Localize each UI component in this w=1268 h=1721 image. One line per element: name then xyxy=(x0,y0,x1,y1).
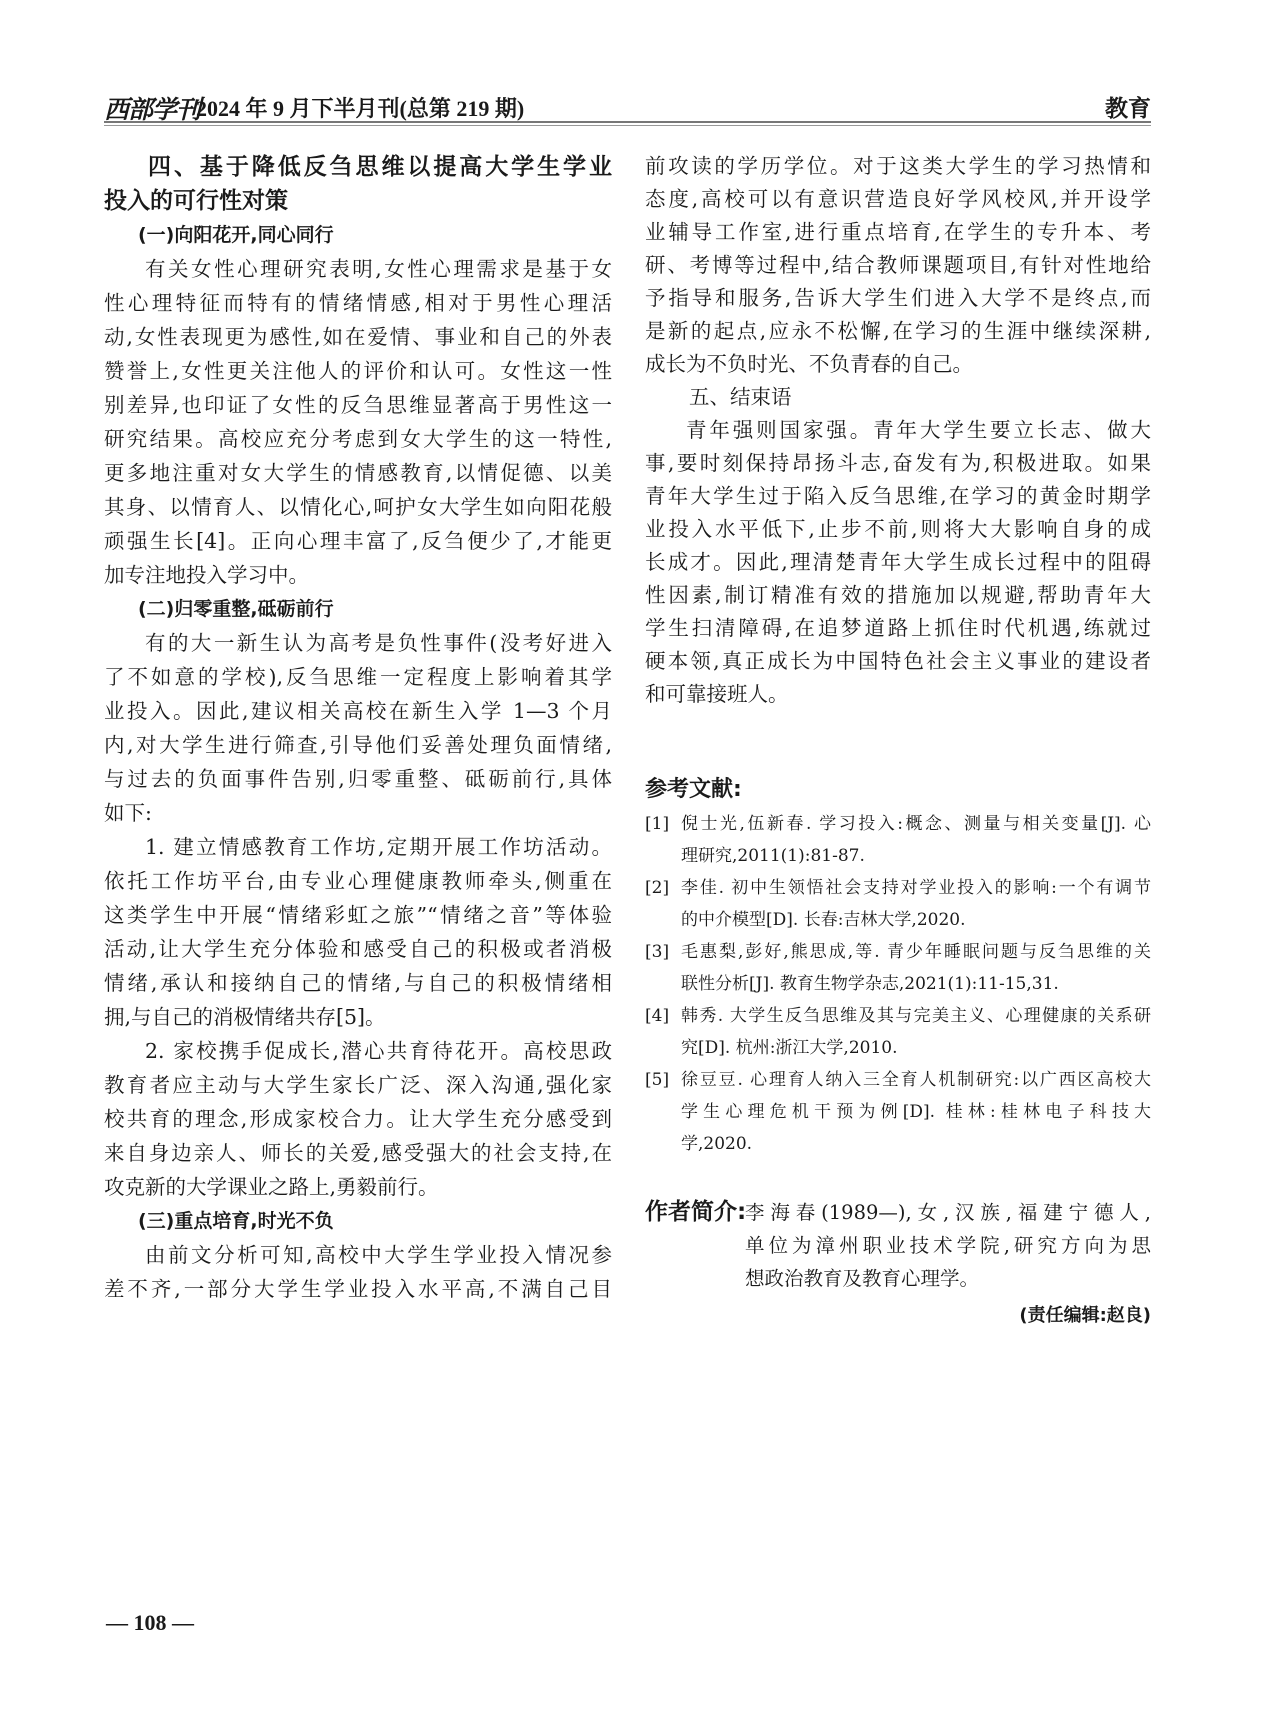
text-line: 教育者应主动与大学生家长广泛、深入沟通,强化家 xyxy=(104,1073,612,1097)
paragraph xyxy=(104,1034,612,1204)
text-line: 2. 家校携手促成长,潜心共育待花开。高校思政 xyxy=(145,1039,612,1063)
text-line: 加专注地投入学习中。 xyxy=(104,563,309,587)
text-line: 四、基于降低反刍思维以提高大学生学业 xyxy=(148,154,612,180)
author-bio-text xyxy=(745,1196,1151,1295)
reference-number: [1] xyxy=(645,814,670,834)
author-bio-label: 作者简介: xyxy=(645,1199,747,1225)
responsible-editor: (责任编辑:赵良) xyxy=(1019,1305,1151,1326)
text-line: 业投入。因此,建议相关高校在新生入学 1—3 个月 xyxy=(104,699,612,723)
text-line: 学生扫清障碍,在追梦道路上抓住时代机遇,练就过 xyxy=(645,616,1151,640)
subsection-heading xyxy=(104,1204,612,1238)
text-line: 有的大一新生认为高考是负性事件(没考好进入 xyxy=(145,631,612,655)
reference-item xyxy=(645,936,1151,1000)
section-name: 教育 xyxy=(1105,96,1151,122)
reference-item xyxy=(645,1000,1151,1064)
reference-text-line: 究[D]. 杭州:浙江大学,2010. xyxy=(681,1038,898,1058)
text-line: 顽强生长[4]。正向心理丰富了,反刍便少了,才能更 xyxy=(104,529,612,553)
section-heading xyxy=(645,381,1151,414)
reference-text-line: 倪士光,伍新春. 学习投入:概念、测量与相关变量[J]. 心 xyxy=(681,814,1151,834)
reference-text-line: 的中介模型[D]. 长春:吉林大学,2020. xyxy=(681,910,966,930)
author-bio-line: 想政治教育及教育心理学。 xyxy=(745,1267,980,1290)
text-line: 态度,高校可以有意识营造良好学风校风,并开设学 xyxy=(645,187,1151,211)
reference-text-line: 毛惠梨,彭好,熊思成,等. 青少年睡眠问题与反刍思维的关 xyxy=(681,942,1151,962)
text-line: 内,对大学生进行筛查,引导他们妥善处理负面情绪, xyxy=(104,733,612,757)
text-line: 业辅导工作室,进行重点培育,在学生的专升本、考 xyxy=(645,220,1151,244)
text-line: 其身、以情育人、以情化心,呵护女大学生如向阳花般 xyxy=(104,495,612,519)
text-line: 拥,与自己的消极情绪共存[5]。 xyxy=(104,1005,386,1029)
section-heading xyxy=(104,150,612,218)
reference-text-line: 联性分析[J]. 教育生物学杂志,2021(1):11-15,31. xyxy=(681,974,1059,994)
text-line: 是新的起点,应永不松懈,在学习的生涯中继续深耕, xyxy=(645,319,1151,343)
paragraph xyxy=(104,830,612,1034)
text-line: 事,要时刻保持昂扬斗志,奋发有为,积极进取。如果 xyxy=(645,451,1151,475)
reference-text-line: 学,2020. xyxy=(681,1134,753,1154)
reference-number: [4] xyxy=(645,1006,670,1026)
text-line: 这类学生中开展“情绪彩虹之旅”“情绪之音”等体验 xyxy=(104,903,612,927)
author-bio xyxy=(645,1196,1151,1295)
reference-item xyxy=(645,1064,1151,1160)
issue-info: 2024 年 9 月下半月刊(总第 219 期) xyxy=(196,96,525,121)
text-line: 长成才。因此,理清楚青年大学生成长过程中的阻碍 xyxy=(645,550,1151,574)
author-bio-line: 李海春(1989—),女,汉族,福建宁德人, xyxy=(745,1201,1151,1224)
paragraph xyxy=(104,1238,612,1306)
text-line: 活动,让大学生充分体验和感受自己的积极或者消极 xyxy=(104,937,612,961)
text-line: 赞誉上,女性更关注他人的评价和认可。女性这一性 xyxy=(104,359,612,383)
text-line: 研究结果。高校应充分考虑到女大学生的这一特性, xyxy=(104,427,612,451)
text-line: 与过去的负面事件告别,归零重整、砥砺前行,具体 xyxy=(104,767,612,791)
text-line: 情绪,承认和接纳自己的情绪,与自己的积极情绪相 xyxy=(104,971,612,995)
text-line: 性因素,制订精准有效的措施加以规避,帮助青年大 xyxy=(645,583,1151,607)
text-line: 予指导和服务,告诉大学生们进入大学不是终点,而 xyxy=(645,286,1151,310)
reference-number: [3] xyxy=(645,942,670,962)
author-bio-line: 单位为漳州职业技术学院,研究方向为思 xyxy=(745,1234,1151,1257)
text-line: (一)向阳花开,同心同行 xyxy=(138,224,334,246)
text-line: (二)归零重整,砥砺前行 xyxy=(138,598,334,620)
reference-item xyxy=(645,808,1151,872)
text-line: 有关女性心理研究表明,女性心理需求是基于女 xyxy=(145,257,612,281)
text-line: 研、考博等过程中,结合教师课题项目,有针对性地给 xyxy=(645,253,1151,277)
paragraph xyxy=(104,252,612,592)
reference-text-line: 徐豆豆. 心理育人纳入三全育人机制研究:以广西区高校大 xyxy=(681,1070,1151,1090)
text-line: 动,女性表现更为感性,如在爱情、事业和自己的外表 xyxy=(104,325,612,349)
text-line: 了不如意的学校),反刍思维一定程度上影响着其学 xyxy=(104,665,612,689)
reference-text-line: 学生心理危机干预为例[D]. 桂林:桂林电子科技大 xyxy=(681,1102,1151,1122)
subsection-heading xyxy=(104,218,612,252)
paragraph-continued xyxy=(645,150,1151,381)
page-number: — 108 — xyxy=(106,1610,194,1635)
text-line: 来自身边亲人、师长的关爱,感受强大的社会支持,在 xyxy=(104,1141,612,1165)
text-line: 投入的可行性对策 xyxy=(104,188,288,214)
text-line: 硬本领,真正成长为中国特色社会主义事业的建设者 xyxy=(645,649,1151,673)
header-rule xyxy=(104,121,1151,126)
text-line: (三)重点培育,时光不负 xyxy=(138,1210,334,1232)
text-line: 成长为不负时光、不负青春的自己。 xyxy=(645,352,973,376)
text-line: 如下: xyxy=(104,801,152,825)
text-line: 别差异,也印证了女性的反刍思维显著高于男性这一 xyxy=(104,393,612,417)
subsection-heading xyxy=(104,592,612,626)
reference-item xyxy=(645,872,1151,936)
text-line: 前攻读的学历学位。对于这类大学生的学习热情和 xyxy=(645,154,1151,178)
reference-text-line: 韩秀. 大学生反刍思维及其与完美主义、心理健康的关系研 xyxy=(681,1006,1151,1026)
paragraph xyxy=(645,414,1151,711)
reference-number: [2] xyxy=(645,878,670,898)
text-line: 由前文分析可知,高校中大学生学业投入情况参 xyxy=(145,1243,612,1267)
text-line: 差不齐,一部分大学生学业投入水平高,不满自己目 xyxy=(104,1277,612,1301)
text-line: 青年大学生过于陷入反刍思维,在学习的黄金时期学 xyxy=(645,484,1151,508)
text-line: 青年强则国家强。青年大学生要立长志、做大 xyxy=(686,418,1151,442)
paragraph xyxy=(104,626,612,830)
reference-number: [5] xyxy=(645,1070,670,1090)
references-heading: 参考文献: xyxy=(645,777,742,802)
text-line: 更多地注重对女大学生的情感教育,以情促德、以美 xyxy=(104,461,612,485)
text-line: 依托工作坊平台,由专业心理健康教师牵头,侧重在 xyxy=(104,869,612,893)
text-line: 业投入水平低下,止步不前,则将大大影响自身的成 xyxy=(645,517,1151,541)
references-section xyxy=(645,772,1151,1160)
journal-logo: 西部学刊 xyxy=(104,95,201,124)
right-column xyxy=(645,150,1151,711)
text-line: 1. 建立情感教育工作坊,定期开展工作坊活动。 xyxy=(145,835,612,859)
left-column xyxy=(104,150,612,1306)
text-line: 和可靠接班人。 xyxy=(645,682,789,706)
text-line: 性心理特征而特有的情绪情感,相对于男性心理活 xyxy=(104,291,612,315)
text-line: 校共育的理念,形成家校合力。让大学生充分感受到 xyxy=(104,1107,612,1131)
reference-text-line: 理研究,2011(1):81-87. xyxy=(681,846,865,866)
text-line: 五、结束语 xyxy=(689,385,792,409)
text-line: 攻克新的大学课业之路上,勇毅前行。 xyxy=(104,1175,439,1199)
reference-text-line: 李佳. 初中生领悟社会支持对学业投入的影响:一个有调节 xyxy=(681,878,1151,898)
